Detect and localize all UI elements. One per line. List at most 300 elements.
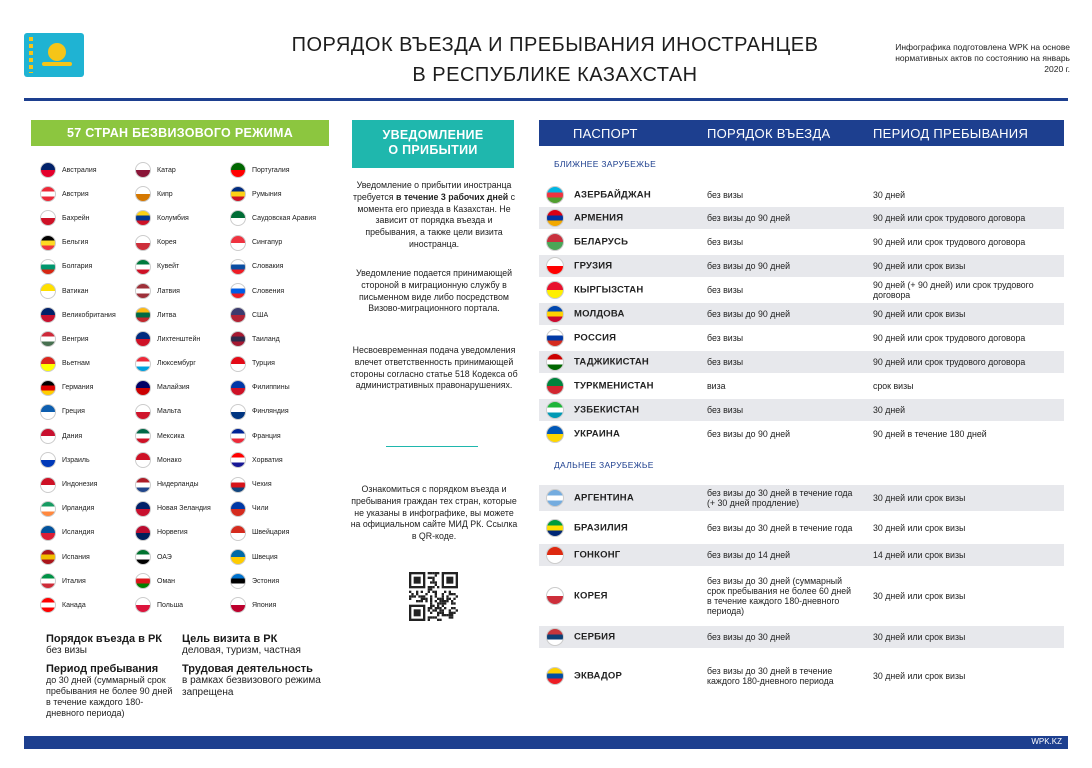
- visa-free-country: [230, 352, 330, 376]
- qr-module: [428, 586, 430, 588]
- qr-module: [430, 605, 432, 607]
- qr-module: [451, 612, 453, 614]
- stay-period: 90 дней или срок трудового договора: [873, 333, 1026, 343]
- header-entry: ПОРЯДОК ВЪЕЗДА: [707, 126, 831, 141]
- qr-module: [430, 598, 432, 600]
- table-row: [539, 351, 1064, 373]
- country-name: Португалия: [252, 166, 290, 174]
- visa-free-country: [40, 327, 135, 351]
- flag-icon: [230, 597, 246, 613]
- visa-free-country: [230, 569, 330, 593]
- qr-module: [449, 614, 451, 616]
- visa-free-country: [40, 376, 135, 400]
- flag-icon: [546, 628, 564, 646]
- flag-icon: [40, 501, 56, 517]
- visa-free-country: [40, 448, 135, 472]
- qr-module: [451, 600, 453, 602]
- entry-rule: без визы до 30 дней в течение каждого 180-дневного периода: [707, 666, 834, 686]
- passport-country: БЕЛАРУСЬ: [574, 236, 629, 248]
- flag-icon: [135, 331, 151, 347]
- entry-rule: без визы: [707, 333, 744, 343]
- entry-rule: без визы: [707, 285, 744, 295]
- flag-icon: [40, 356, 56, 372]
- passport-country: БРАЗИЛИЯ: [574, 522, 628, 534]
- qr-module: [409, 598, 411, 600]
- qr-module: [439, 612, 441, 614]
- qr-module: [416, 593, 418, 595]
- country-name: Италия: [62, 577, 86, 585]
- qr-module: [456, 595, 458, 597]
- country-name: Латвия: [157, 287, 180, 295]
- qr-module: [449, 593, 451, 595]
- flag-icon: [40, 186, 56, 202]
- flag-icon: [230, 549, 246, 565]
- passport-country: ГРУЗИЯ: [574, 260, 613, 272]
- qr-module: [409, 595, 411, 597]
- visa-free-country: [135, 158, 230, 182]
- qr-module: [428, 572, 430, 574]
- flag-icon: [135, 549, 151, 565]
- qr-module: [428, 588, 430, 590]
- country-name: Малайзия: [157, 384, 190, 392]
- country-name: Великобритания: [62, 311, 116, 319]
- qr-module: [442, 600, 444, 602]
- country-name: Чехия: [252, 481, 272, 489]
- flag-icon: [135, 525, 151, 541]
- passport-country: РОССИЯ: [574, 332, 617, 344]
- qr-module: [423, 595, 425, 597]
- table-row: [539, 231, 1064, 253]
- flag-icon: [230, 477, 246, 493]
- table-row: [539, 303, 1064, 325]
- country-name: Исландия: [62, 529, 95, 537]
- flag-icon: [40, 283, 56, 299]
- qr-module: [442, 609, 444, 611]
- visa-free-country: [230, 497, 330, 521]
- qr-module: [435, 616, 437, 618]
- qr-module: [414, 595, 416, 597]
- qr-module: [451, 602, 453, 604]
- qr-module: [435, 584, 437, 586]
- country-name: Швейцария: [252, 529, 290, 537]
- visa-free-country: [230, 376, 330, 400]
- flag-icon: [40, 549, 56, 565]
- flag-icon: [230, 307, 246, 323]
- qr-module: [430, 602, 432, 604]
- flag-icon: [230, 259, 246, 275]
- entry-rule: без визы до 30 дней: [707, 632, 790, 642]
- qr-module: [442, 605, 444, 607]
- passport-country: КЫРГЫЗСТАН: [574, 284, 644, 296]
- stay-period: 30 дней или срок визы: [873, 632, 966, 642]
- country-name: США: [252, 311, 269, 319]
- country-name: Литва: [157, 311, 177, 319]
- flag-icon: [230, 331, 246, 347]
- notification-heading-line-2: О ПРИБЫТИИ: [388, 143, 478, 157]
- title-line-2: В РЕСПУБЛИКЕ КАЗАХСТАН: [412, 64, 698, 86]
- table-row: [539, 279, 1064, 301]
- qr-module: [435, 581, 437, 583]
- visa-free-country-list: [40, 158, 330, 618]
- flag-icon: [546, 489, 564, 507]
- table-row: [539, 485, 1064, 511]
- qr-module: [414, 577, 421, 584]
- visa-free-country: [135, 521, 230, 545]
- country-name: Дания: [62, 432, 83, 440]
- entry-rule: без визы до 30 дней в течение года: [707, 523, 853, 533]
- flag-icon: [230, 380, 246, 396]
- visa-free-country: [40, 255, 135, 279]
- country-name: Греция: [62, 408, 85, 416]
- notification-paragraph-2: Уведомление подается принимающей стороной в миграционную службу в письменном виде либо посредством Визово-миграционного портала.: [355, 268, 513, 314]
- qr-module: [423, 598, 425, 600]
- entry-rule: без визы до 90 дней: [707, 309, 790, 319]
- flag-icon: [230, 356, 246, 372]
- notification-heading-line-1: УВЕДОМЛЕНИЕ: [382, 128, 484, 142]
- country-name: Чили: [252, 505, 269, 513]
- qr-module: [449, 612, 451, 614]
- flag-icon: [40, 331, 56, 347]
- visa-free-country: [40, 545, 135, 569]
- qr-module: [425, 598, 427, 600]
- flag-icon: [40, 597, 56, 613]
- qr-module: [453, 598, 455, 600]
- qr-module: [435, 595, 437, 597]
- stay-period: 30 дней или срок визы: [873, 523, 966, 533]
- qr-module: [435, 574, 437, 576]
- flag-icon: [40, 452, 56, 468]
- qr-module: [439, 609, 441, 611]
- notification-p1-b: с момента его приезда в Казахстан. Не зависит от порядка въезда и пребывания, а также цели визита иностранца.: [357, 191, 515, 249]
- flag-icon: [546, 186, 564, 204]
- table-header: [539, 120, 1064, 146]
- table-row: [539, 423, 1064, 445]
- visa-free-country: [135, 376, 230, 400]
- qr-module: [432, 605, 434, 607]
- source-note: Инфографика подготовлена WPK на основе нормативных актов по состоянию на январь 2020 г.: [895, 42, 1070, 74]
- flag-icon: [40, 380, 56, 396]
- table-row: [539, 184, 1064, 206]
- visa-free-country: [230, 327, 330, 351]
- flag-icon: [135, 307, 151, 323]
- visa-free-country: [230, 255, 330, 279]
- stay-period: 90 дней в течение 180 дней: [873, 429, 987, 439]
- passport-country: ГОНКОНГ: [574, 549, 621, 561]
- qr-module: [446, 600, 448, 602]
- qr-module: [428, 616, 430, 618]
- country-name: Бахрейн: [62, 214, 90, 222]
- country-name: Мексика: [157, 432, 185, 440]
- flag-icon: [546, 587, 564, 605]
- qr-module: [446, 598, 448, 600]
- country-name: Болгария: [62, 263, 93, 271]
- qr-module: [430, 588, 432, 590]
- visa-free-country: [135, 352, 230, 376]
- entry-rule: без визы: [707, 405, 744, 415]
- qr-module: [442, 602, 444, 604]
- qr-module: [430, 607, 432, 609]
- entry-value: без визы: [46, 645, 87, 656]
- flag-icon: [40, 210, 56, 226]
- visa-free-country: [40, 352, 135, 376]
- visa-free-country: [135, 424, 230, 448]
- work-title: Трудовая деятельность: [182, 663, 313, 675]
- qr-module: [442, 598, 444, 600]
- stay-period: 90 дней или срок трудового договора: [873, 213, 1026, 223]
- country-name: Монако: [157, 456, 182, 464]
- visa-free-country: [135, 182, 230, 206]
- qr-module: [437, 612, 439, 614]
- visa-free-country: [230, 593, 330, 617]
- visa-free-country: [230, 400, 330, 424]
- visa-free-country: [40, 569, 135, 593]
- country-name: Польша: [157, 601, 184, 609]
- mfa-qr-code[interactable]: [409, 572, 458, 621]
- visa-free-country: [230, 158, 330, 182]
- passport-country: МОЛДОВА: [574, 308, 625, 320]
- qr-module: [437, 598, 439, 600]
- qr-module: [430, 572, 432, 574]
- visa-free-country: [40, 158, 135, 182]
- kazakhstan-flag-logo: [24, 33, 84, 77]
- qr-module: [414, 609, 421, 616]
- stay-period: 30 дней или срок визы: [873, 591, 966, 601]
- passport-country: УЗБЕКИСТАН: [574, 404, 640, 416]
- flag-icon: [40, 235, 56, 251]
- visa-free-country: [40, 206, 135, 230]
- country-name: Саудовская Аравия: [252, 214, 317, 222]
- flag-icon: [135, 428, 151, 444]
- qr-module: [435, 572, 437, 574]
- qr-module: [437, 586, 439, 588]
- country-name: Швеция: [252, 553, 278, 561]
- stay-period: 30 дней или срок визы: [873, 493, 966, 503]
- flag-icon: [546, 353, 564, 371]
- stay-period: 14 дней или срок визы: [873, 550, 966, 560]
- notification-paragraph-1: [350, 180, 518, 251]
- visa-free-country: [40, 593, 135, 617]
- qr-module: [453, 607, 455, 609]
- qr-module: [442, 612, 444, 614]
- qr-module: [432, 609, 434, 611]
- qr-module: [451, 616, 453, 618]
- country-name: Сингапур: [252, 239, 283, 247]
- country-name: Канада: [62, 601, 86, 609]
- passport-country: УКРАИНА: [574, 428, 621, 440]
- passport-country: СЕРБИЯ: [574, 631, 616, 643]
- visa-free-country: [135, 255, 230, 279]
- country-name: Франция: [252, 432, 281, 440]
- country-name: Финляндия: [252, 408, 289, 416]
- qr-module: [421, 595, 423, 597]
- country-name: Оман: [157, 577, 176, 585]
- stay-period: 30 дней: [873, 190, 906, 200]
- table-row: [539, 658, 1064, 694]
- country-name: Норвегия: [157, 529, 188, 537]
- country-name: Люксембург: [157, 360, 196, 368]
- stay-title: Период пребывания: [46, 663, 159, 675]
- country-name: Вьетнам: [62, 360, 90, 368]
- qr-module: [428, 607, 430, 609]
- country-name: Хорватия: [252, 456, 283, 464]
- flag-icon: [135, 380, 151, 396]
- stay-period: 30 дней: [873, 405, 906, 415]
- flag-icon: [40, 162, 56, 178]
- flag-icon: [546, 425, 564, 443]
- qr-module: [428, 619, 430, 621]
- flag-icon: [40, 525, 56, 541]
- table-row: [539, 544, 1064, 566]
- qr-module: [456, 609, 458, 611]
- flag-icon: [135, 235, 151, 251]
- qr-module: [428, 609, 430, 611]
- visa-free-heading: 57 СТРАН БЕЗВИЗОВОГО РЕЖИМА: [31, 120, 329, 146]
- passport-country: ТУРКМЕНИСТАН: [574, 380, 654, 392]
- qr-module: [439, 602, 441, 604]
- visa-free-country: [135, 327, 230, 351]
- flag-icon: [40, 477, 56, 493]
- flag-icon: [230, 210, 246, 226]
- qr-module: [432, 586, 434, 588]
- qr-module: [430, 595, 432, 597]
- qr-module: [444, 600, 446, 602]
- country-name: Кипр: [157, 190, 173, 198]
- country-name: Эстония: [252, 577, 280, 585]
- qr-module: [435, 609, 437, 611]
- table-row: [539, 515, 1064, 541]
- flag-icon: [135, 404, 151, 420]
- work-value: в рамках безвизового режима запрещена: [182, 675, 321, 698]
- footer-site[interactable]: WPK.KZ: [1031, 737, 1062, 746]
- country-name: Ирландия: [62, 505, 95, 513]
- qr-module: [449, 591, 451, 593]
- title-line-1: ПОРЯДОК ВЪЕЗДА И ПРЕБЫВАНИЯ ИНОСТРАНЦЕВ: [291, 34, 819, 56]
- flag-icon: [135, 283, 151, 299]
- stay-period: 90 дней или срок визы: [873, 309, 966, 319]
- qr-module: [446, 577, 453, 584]
- entry-rule: без визы: [707, 237, 744, 247]
- flag-icon: [546, 667, 564, 685]
- qr-module: [418, 600, 420, 602]
- qr-module: [428, 591, 430, 593]
- qr-module: [437, 619, 439, 621]
- notification-heading: [352, 120, 514, 168]
- flag-icon: [230, 452, 246, 468]
- visa-free-country: [135, 279, 230, 303]
- qr-module: [449, 616, 451, 618]
- flag-icon: [230, 525, 246, 541]
- country-name: Таиланд: [252, 335, 280, 343]
- entry-rule: без визы до 90 дней: [707, 213, 790, 223]
- qr-module: [421, 598, 423, 600]
- qr-module: [428, 577, 430, 579]
- country-name: Австрия: [62, 190, 89, 198]
- flag-icon: [230, 162, 246, 178]
- table-row: [539, 626, 1064, 648]
- flag-icon: [546, 329, 564, 347]
- qr-module: [439, 598, 441, 600]
- qr-module: [444, 614, 446, 616]
- visa-free-country: [40, 303, 135, 327]
- country-name: Ватикан: [62, 287, 89, 295]
- country-name: Филиппины: [252, 384, 290, 392]
- entry-rule: виза: [707, 381, 726, 391]
- table-row: [539, 327, 1064, 349]
- qr-module: [409, 591, 411, 593]
- qr-module: [442, 595, 444, 597]
- qr-module: [430, 600, 432, 602]
- flag-icon: [40, 307, 56, 323]
- qr-module: [430, 586, 432, 588]
- flag-icon: [135, 356, 151, 372]
- entry-title: Порядок въезда в РК: [46, 633, 162, 645]
- qr-module: [435, 600, 437, 602]
- visa-free-country: [230, 182, 330, 206]
- entry-rule: без визы: [707, 357, 744, 367]
- qr-module: [418, 595, 420, 597]
- notification-paragraph-3: Несвоевременная подача уведомления влечет ответственность принимающей стороны согласно статье 518 Кодекса об административных правонарушениях.: [350, 345, 518, 391]
- visa-free-country: [135, 545, 230, 569]
- country-name: ОАЭ: [157, 553, 172, 561]
- qr-module: [432, 591, 434, 593]
- visa-free-country: [135, 448, 230, 472]
- flag-icon: [230, 428, 246, 444]
- flag-icon: [40, 428, 56, 444]
- notification-p1-bold: в течение 3 рабочих дней: [396, 191, 509, 202]
- purpose-title: Цель визита в РК: [182, 633, 278, 645]
- visa-free-country: [135, 400, 230, 424]
- country-name: Словакия: [252, 263, 284, 271]
- passport-country: АРМЕНИЯ: [574, 212, 624, 224]
- qr-module: [432, 581, 434, 583]
- visa-free-country: [135, 497, 230, 521]
- country-name: Турция: [252, 360, 275, 368]
- passport-country: КОРЕЯ: [574, 590, 608, 602]
- header-passport: ПАСПОРТ: [573, 126, 638, 141]
- country-name: Венгрия: [62, 335, 89, 343]
- entry-rule: без визы до 14 дней: [707, 550, 790, 560]
- flag-icon: [546, 377, 564, 395]
- qr-module: [442, 593, 444, 595]
- notification-paragraph-4: Ознакомиться с порядком въезда и пребывания граждан тех стран, которые не указаны в инфографике, вы можете на официальном сайте МИД РК. Ссылка в QR-коде.: [350, 484, 518, 542]
- flag-icon: [135, 259, 151, 275]
- entry-rule: без визы до 90 дней: [707, 429, 790, 439]
- header-rule: [24, 98, 1068, 101]
- visa-free-country: [230, 231, 330, 255]
- flag-icon: [230, 283, 246, 299]
- visa-free-country: [230, 424, 330, 448]
- flag-icon: [546, 233, 564, 251]
- visa-free-country: [40, 497, 135, 521]
- notification-p1-a: Уведомление о прибытии иностранца требуется: [353, 180, 512, 202]
- qr-module: [411, 593, 413, 595]
- visa-free-country: [230, 448, 330, 472]
- flag-eagle: [42, 62, 72, 66]
- country-name: Румыния: [252, 190, 282, 198]
- entry-rule: без визы: [707, 190, 744, 200]
- stay-period: 30 дней или срок визы: [873, 671, 966, 681]
- visa-free-country: [40, 279, 135, 303]
- flag-icon: [230, 235, 246, 251]
- qr-module: [432, 577, 434, 579]
- flag-icon: [135, 573, 151, 589]
- qr-module: [449, 609, 451, 611]
- flag-icon: [135, 501, 151, 517]
- country-name: Мальта: [157, 408, 182, 416]
- table-row: [539, 255, 1064, 277]
- qr-module: [425, 593, 427, 595]
- visa-free-country: [135, 569, 230, 593]
